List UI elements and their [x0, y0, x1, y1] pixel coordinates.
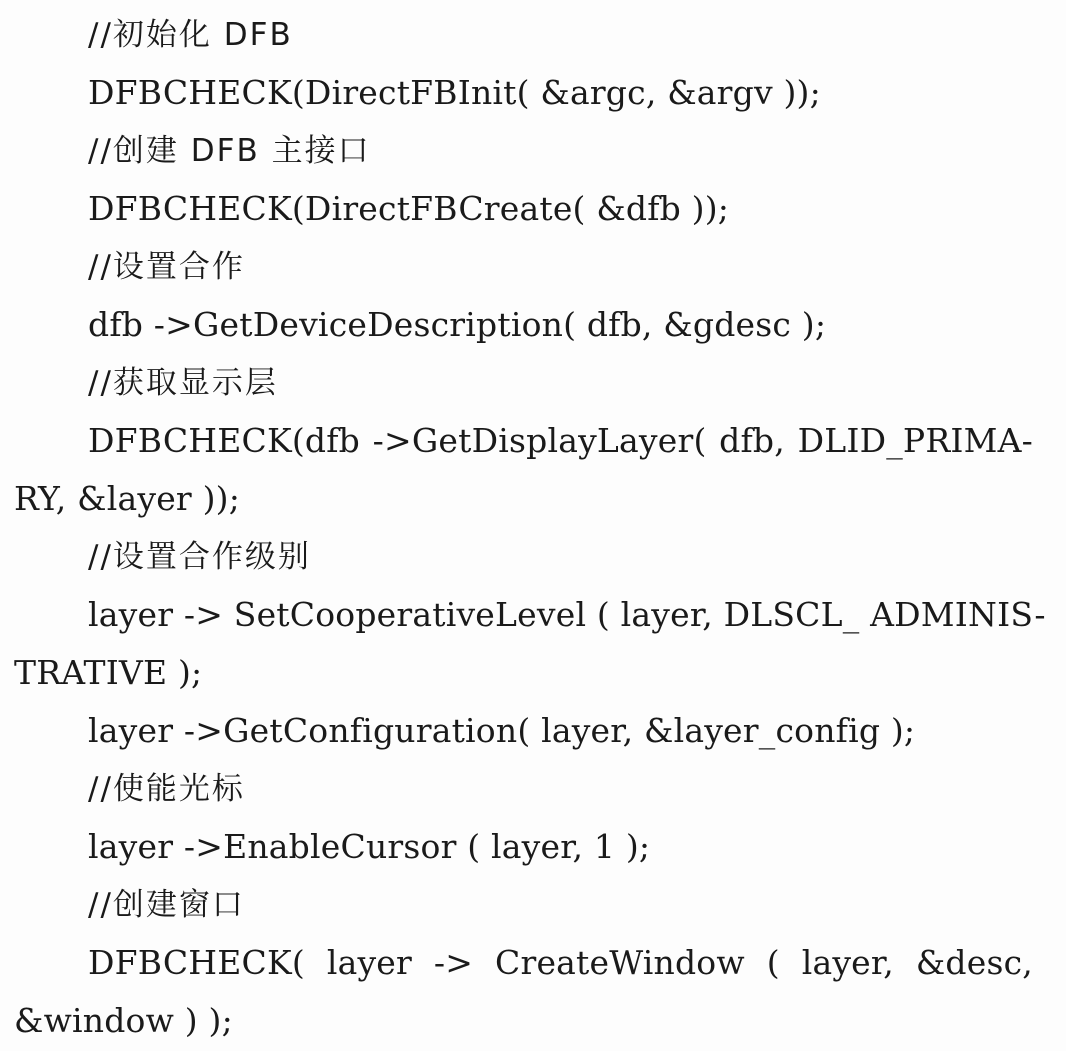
comment-set-cooperative-level: //设置合作级别 — [88, 539, 311, 575]
code-line-set-cooperative-level-cont: TRATIVE ); — [14, 653, 203, 692]
code-line-create-window-cont: &window ) ); — [14, 1001, 233, 1040]
code-line-directfb-create: DFBCHECK(DirectFBCreate( &dfb )); — [88, 189, 730, 228]
code-line-set-cooperative-level: layer -> SetCooperativeLevel ( layer, DLSCL_ ADMINIS- — [88, 595, 1046, 634]
comment-set-cooperation: //设置合作 — [88, 249, 245, 285]
comment-get-display-layer: //获取显示层 — [88, 365, 278, 401]
code-line-directfb-init: DFBCHECK(DirectFBInit( &argc, &argv )); — [88, 73, 821, 112]
comment-create-window: //创建窗口 — [88, 887, 245, 923]
code-line-get-display-layer: DFBCHECK(dfb ->GetDisplayLayer( dfb, DLID_PRIMA- — [88, 421, 1033, 460]
code-line-get-configuration: layer ->GetConfiguration( layer, &layer_config ); — [88, 711, 916, 750]
code-line-create-window: DFBCHECK( layer -> CreateWindow ( layer, &desc, — [88, 943, 1033, 982]
code-line-get-display-layer-cont: RY, &layer )); — [14, 479, 241, 518]
comment-enable-cursor: //使能光标 — [88, 771, 245, 807]
comment-init-dfb: //初始化 DFB — [88, 17, 293, 53]
code-line-get-device-description: dfb ->GetDeviceDescription( dfb, &gdesc ); — [88, 305, 827, 344]
code-line-enable-cursor: layer ->EnableCursor ( layer, 1 ); — [88, 827, 651, 866]
comment-create-main-interface: //创建 DFB 主接口 — [88, 133, 371, 169]
